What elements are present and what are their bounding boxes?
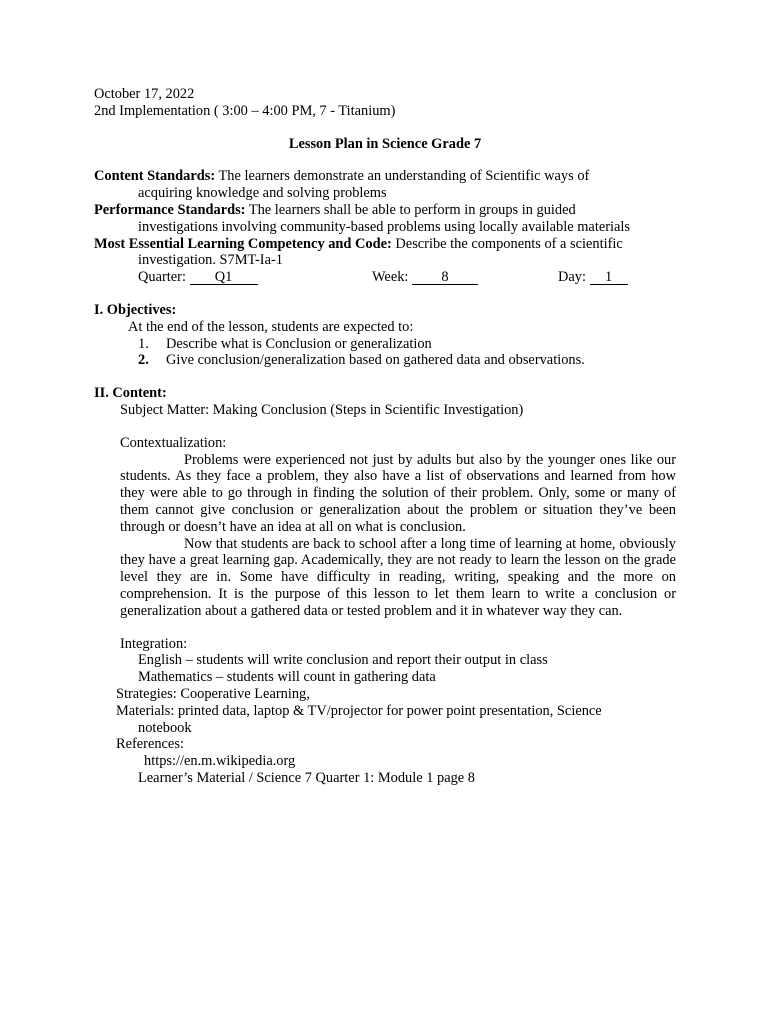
strategies: Strategies: Cooperative Learning, [116,685,310,702]
week-label: Week: [372,269,412,286]
materials-cont: notebook [138,719,192,736]
integration-math: Mathematics – students will count in gathering data [138,669,436,686]
performance-standards-text: The learners shall be able to perform in groups in guided [245,201,576,218]
objectives-intro: At the end of the lesson, students are expected to: [128,318,414,335]
reference-link: https://en.m.wikipedia.org [144,753,296,770]
reference-material: Learner’s Material / Science 7 Quarter 1: Module 1 page 8 [138,769,475,786]
contextualization-paragraph-1 [94,452,676,536]
melc-label: Most Essential Learning Competency and Code: [94,235,392,252]
melc-text: Describe the components of a scientific [391,235,623,252]
quarter-value: Q1 [190,270,258,285]
melc [94,236,676,253]
date-line: October 17, 2022 [94,86,195,102]
paragraph-1-text: Problems were experienced not just by adults but also by the younger ones like our students. As they face a problem, they also have a list of observations and learned from how they were able to go through in finding the solution of their problem. Only, some or many of them cannot give conclusion or generalization about the problem or situation they’ve been through or doesn’t have an idea at all on what is conclusion. [120,451,676,535]
integration-label: Integration: [120,635,188,652]
list-item [94,352,676,369]
content-standards [94,168,676,185]
content-heading: II. Content: [94,385,167,402]
week-field [372,269,558,286]
list-item-text: Describe what is Conclusion or generalization [166,335,432,352]
integration-english: English – students will write conclusion and report their output in class [138,652,548,669]
week-value: 8 [412,270,478,285]
quarter-field [138,269,372,286]
day-value: 1 [590,270,628,285]
performance-standards [94,202,676,219]
subject-matter: Subject Matter: Making Conclusion (Steps in Scientific Investigation) [120,401,524,418]
schedule-row [94,269,676,286]
content-standards-cont: acquiring knowledge and solving problems [138,185,387,202]
list-item-number: 2. [138,352,149,369]
melc-cont: investigation. S7MT-Ia-1 [138,252,283,269]
list-item-number: 1. [138,335,149,352]
list-item [94,336,676,353]
day-label: Day: [558,269,590,286]
contextualization-paragraph-2 [94,536,676,620]
content-standards-text: The learners demonstrate an understanding of Scientific ways of [215,168,590,185]
materials: Materials: printed data, laptop & TV/projector for power point presentation, Science [116,702,602,719]
performance-standards-label: Performance Standards: [94,201,246,218]
performance-standards-cont: investigations involving community-based problems using locally available materials [138,218,630,235]
references-label: References: [116,736,184,753]
objectives-heading: I. Objectives: [94,301,177,318]
quarter-label: Quarter: [138,269,190,286]
paragraph-2-text: Now that students are back to school after a long time of learning at home, obviously they have a great learning gap. Academically, they are not ready to learn the lesson on the grade level they are in. Some have difficulty in reading, writing, speaking and the more on comprehension. It is the purpose of this lesson to let them learn to write a conclusion or generalization about a gathered data or tested problem and it in whatever way they can. [120,535,676,619]
implementation-line: 2nd Implementation ( 3:00 – 4:00 PM, 7 - Titanium) [94,102,396,119]
contextualization-label: Contextualization: [120,434,227,451]
document-title: Lesson Plan in Science Grade 7 [288,135,482,152]
lesson-plan-page [94,86,676,787]
content-standards-label: Content Standards: [94,168,216,185]
day-field [558,269,628,286]
list-item-text: Give conclusion/generalization based on gathered data and observations. [166,352,585,369]
